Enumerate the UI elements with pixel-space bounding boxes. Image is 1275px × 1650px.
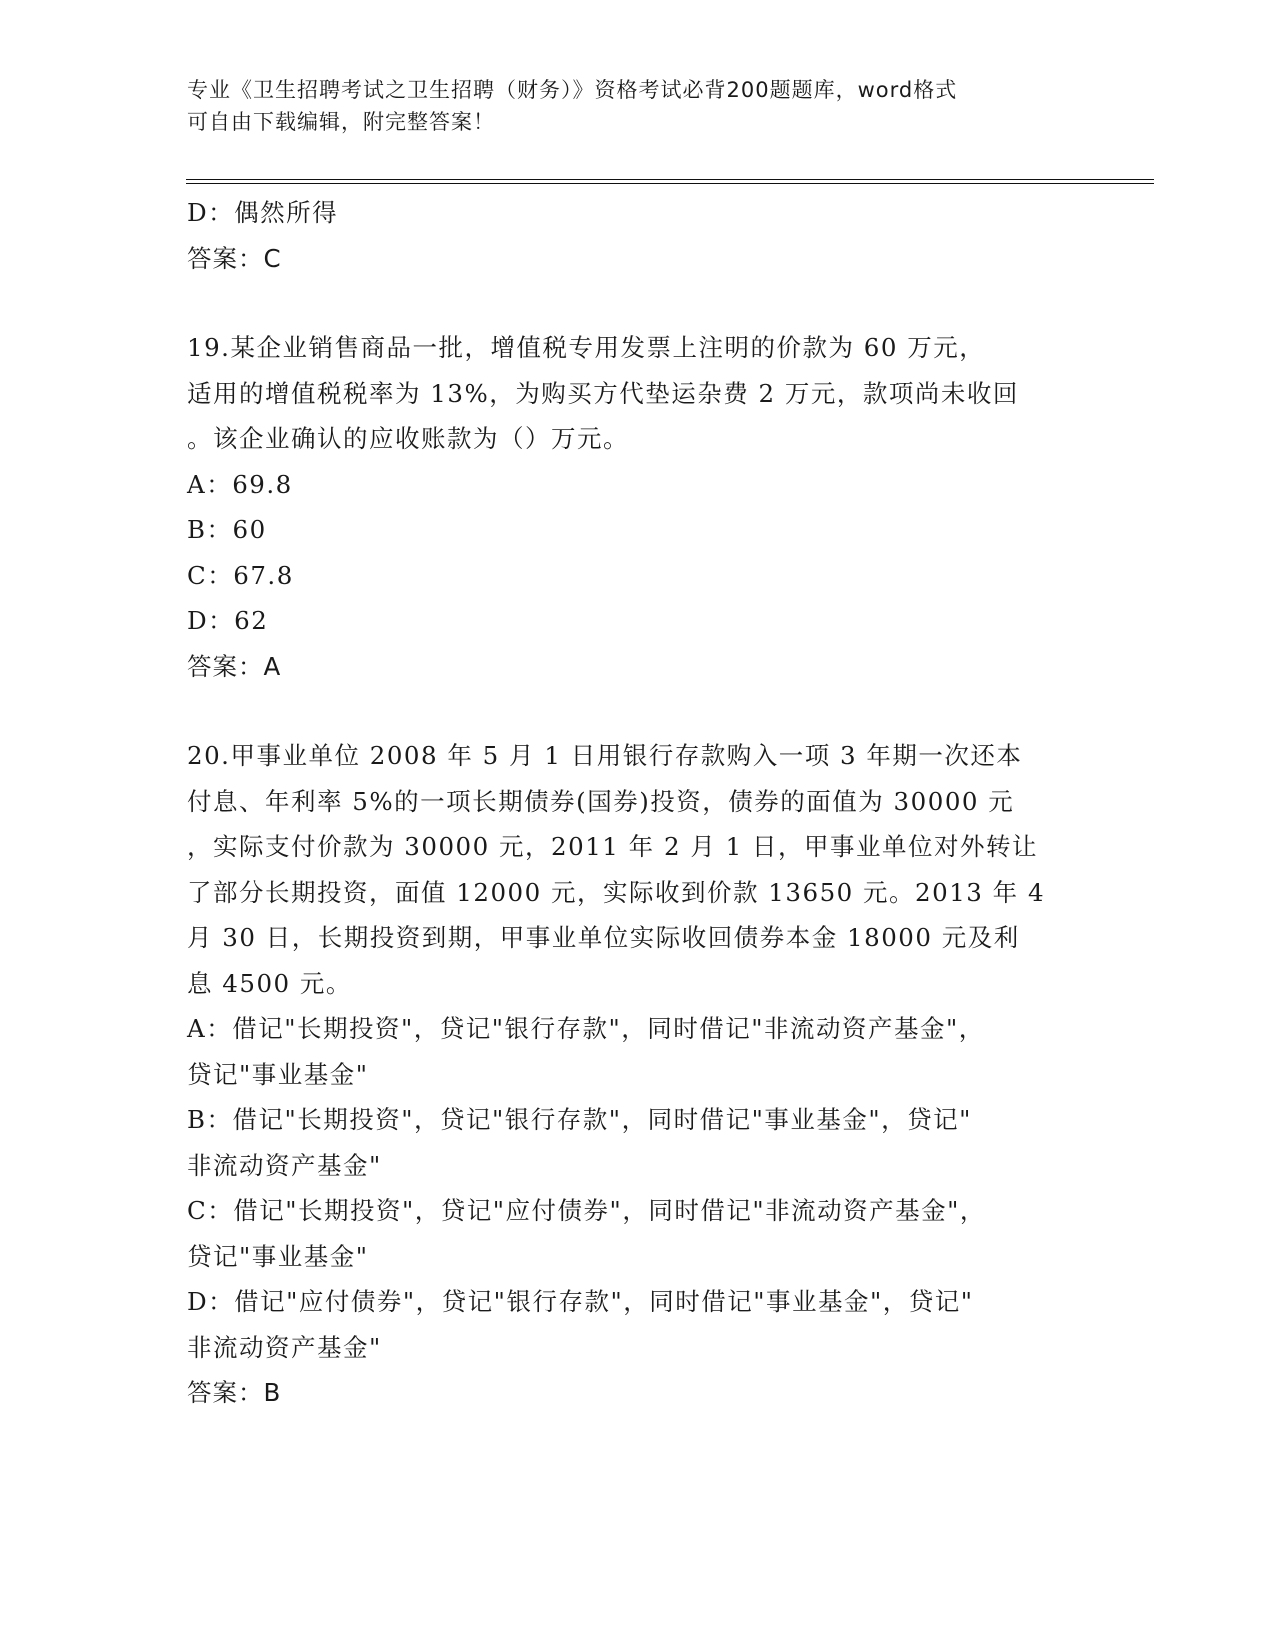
header-divider-top xyxy=(186,179,1154,180)
option-a: A：借记"长期投资"，贷记"银行存款"，同时借记"非流动资产基金"， xyxy=(187,1014,985,1043)
spacer xyxy=(187,281,1087,325)
page-header xyxy=(187,74,1067,138)
question-text-line: 19.某企业销售商品一批，增值税专用发票上注明的价款为 60 万元， xyxy=(187,333,986,362)
question-content xyxy=(187,190,1087,1416)
previous-question-tail xyxy=(187,190,1087,281)
question-text-line: 了部分长期投资，面值 12000 元，实际收到价款 13650 元。2013 年 4 xyxy=(187,877,1046,907)
option-d: D：借记"应付债券"，贷记"银行存款"，同时借记"事业基金"，贷记" xyxy=(187,1287,974,1316)
question-text-line: 。该企业确认的应收账款为（）万元。 xyxy=(187,424,629,453)
answer-line: 答案：C xyxy=(187,243,282,273)
option-b-continued: 非流动资产基金" xyxy=(187,1150,382,1180)
question-text-line: ，实际支付价款为 30000 元，2011 年 2 月 1 日，甲事业单位对外转让 xyxy=(187,832,1038,861)
option-d-continued: 非流动资产基金" xyxy=(187,1332,382,1362)
question-text-line: 20.甲事业单位 2008 年 5 月 1 日用银行存款购入一项 3 年期一次还本 xyxy=(187,741,1023,770)
header-divider-bottom xyxy=(186,183,1154,184)
option-c: C：67.8 xyxy=(187,560,294,590)
option-a: A：69.8 xyxy=(187,469,293,499)
option-d: D：62 xyxy=(187,606,269,635)
header-line-2: 可自由下载编辑，附完整答案！ xyxy=(187,110,495,134)
option-c: C：借记"长期投资"，贷记"应付债券"，同时借记"非流动资产基金"， xyxy=(187,1196,986,1225)
option-b: B：借记"长期投资"，贷记"银行存款"，同时借记"事业基金"，贷记" xyxy=(187,1105,972,1134)
question-text-line: 适用的增值税税率为 13%，为购买方代垫运杂费 2 万元，款项尚未收回 xyxy=(187,378,1019,408)
question-text-line: 息 4500 元。 xyxy=(187,968,352,998)
question-text-line: 付息、年利率 5%的一项长期债券(国券)投资，债券的面值为 30000 元 xyxy=(187,786,1015,816)
option-a-continued: 贷记"事业基金" xyxy=(187,1059,369,1089)
answer-line: 答案：A xyxy=(187,651,282,681)
option-b: B：60 xyxy=(187,515,267,544)
header-line-1: 专业《卫生招聘考试之卫生招聘（财务）》资格考试必背200题题库，word格式 xyxy=(187,78,958,102)
question-19 xyxy=(187,325,1087,689)
spacer xyxy=(187,689,1087,733)
question-text-line: 月 30 日，长期投资到期，甲事业单位实际收回债券本金 18000 元及利 xyxy=(187,923,1020,952)
option-d: D：偶然所得 xyxy=(187,198,339,227)
option-c-continued: 贷记"事业基金" xyxy=(187,1241,369,1271)
question-20 xyxy=(187,733,1087,1416)
answer-line: 答案：B xyxy=(187,1378,282,1407)
